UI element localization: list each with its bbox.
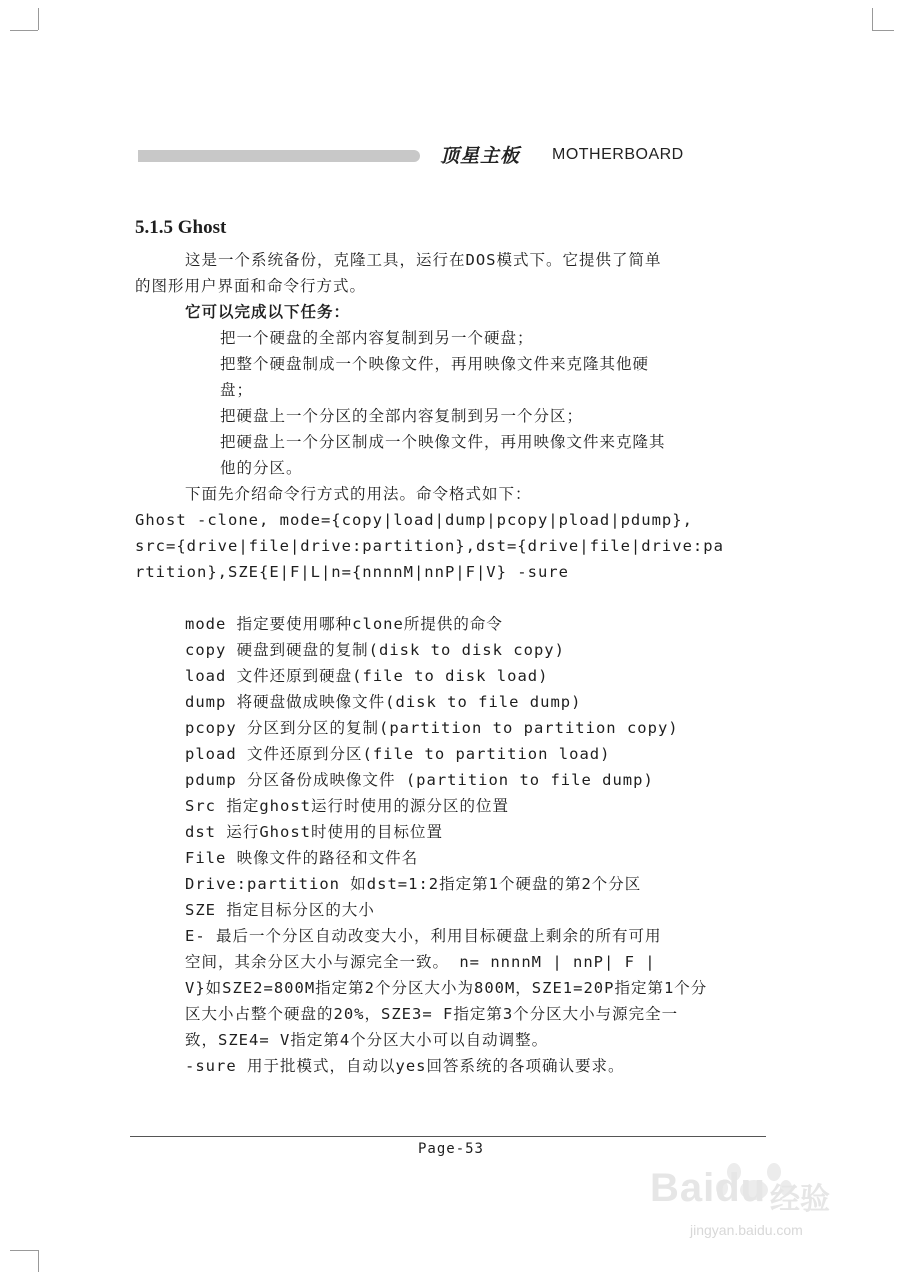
task-item: 把整个硬盘制成一个映像文件，再用映像文件来克隆其他硬: [220, 355, 650, 373]
intro-line: 的图形用户界面和命令行方式。: [135, 277, 367, 295]
option-line: File 映像文件的路径和文件名: [185, 849, 419, 867]
option-line: dst 运行Ghost时使用的目标位置: [185, 823, 443, 841]
option-line: SZE 指定目标分区的大小: [185, 901, 375, 919]
option-line: mode 指定要使用哪种clone所提供的命令: [185, 615, 503, 633]
tasks-heading: 它可以完成以下任务：: [185, 303, 351, 321]
option-line: 区大小占整个硬盘的20%，SZE3= F指定第3个分区大小与源完全一: [185, 1005, 679, 1023]
watermark-cn: 经验: [770, 1182, 830, 1217]
page-number: Page-53: [417, 1141, 484, 1157]
footer-rule: [130, 1136, 766, 1137]
option-line: pload 文件还原到分区(file to partition load): [185, 745, 611, 763]
brand-name-en: MOTHERBOARD: [552, 146, 684, 163]
option-line: 空间，其余分区大小与源完全一致。 n= nnnnM | nnP| F |: [185, 953, 656, 971]
task-item: 把硬盘上一个分区制成一个映像文件，再用映像文件来克隆其: [220, 433, 666, 451]
option-line: dump 将硬盘做成映像文件(disk to file dump): [185, 693, 582, 711]
option-line: 致，SZE4= V指定第4个分区大小可以自动调整。: [185, 1031, 549, 1049]
option-line: copy 硬盘到硬盘的复制(disk to disk copy): [185, 641, 565, 659]
section-title: 5.1.5 Ghost: [135, 217, 227, 238]
option-line: pdump 分区备份成映像文件 (partition to file dump): [185, 771, 654, 789]
option-line: load 文件还原到硬盘(file to disk load): [185, 667, 549, 685]
watermark-brand: Baidu: [650, 1166, 767, 1210]
crop-mark: [872, 30, 894, 31]
task-item: 他的分区。: [220, 459, 303, 477]
command-line: src={drive|file|drive:partition},dst={drive|file|drive:pa: [135, 537, 724, 555]
crop-mark: [38, 1250, 39, 1272]
command-line: rtition},SZE{E|F|L|n={nnnnM|nnP|F|V} -sure: [135, 563, 569, 581]
crop-mark: [10, 30, 38, 31]
crop-mark: [872, 8, 873, 30]
option-line: E- 最后一个分区自动改变大小，利用目标硬盘上剩余的所有可用: [185, 927, 662, 945]
usage-intro: 下面先介绍命令行方式的用法。命令格式如下：: [185, 485, 532, 503]
watermark-url: jingyan.baidu.com: [690, 1222, 803, 1238]
intro-line: 这是一个系统备份，克隆工具，运行在DOS模式下。它提供了简单: [185, 251, 662, 269]
option-line: -sure 用于批模式，自动以yes回答系统的各项确认要求。: [185, 1057, 625, 1075]
option-line: pcopy 分区到分区的复制(partition to partition copy): [185, 719, 679, 737]
task-item: 把一个硬盘的全部内容复制到另一个硬盘；: [220, 329, 534, 347]
header-bar: [138, 150, 420, 162]
crop-mark: [10, 1250, 38, 1251]
brand-logo-cn: 顶星主板: [440, 145, 521, 167]
page-content: [135, 215, 775, 1079]
task-item: 盘；: [220, 381, 254, 399]
option-line: V}如SZE2=800M指定第2个分区大小为800M，SZE1=20P指定第1个分: [185, 979, 708, 997]
spacer: [135, 585, 775, 611]
option-line: Src 指定ghost运行时使用的源分区的位置: [185, 797, 509, 815]
command-line: Ghost -clone, mode={copy|load|dump|pcopy|pload|pdump},: [135, 511, 693, 529]
task-item: 把硬盘上一个分区的全部内容复制到另一个分区；: [220, 407, 584, 425]
option-line: Drive:partition 如dst=1:2指定第1个硬盘的第2个分区: [185, 875, 642, 893]
crop-mark: [38, 8, 39, 30]
